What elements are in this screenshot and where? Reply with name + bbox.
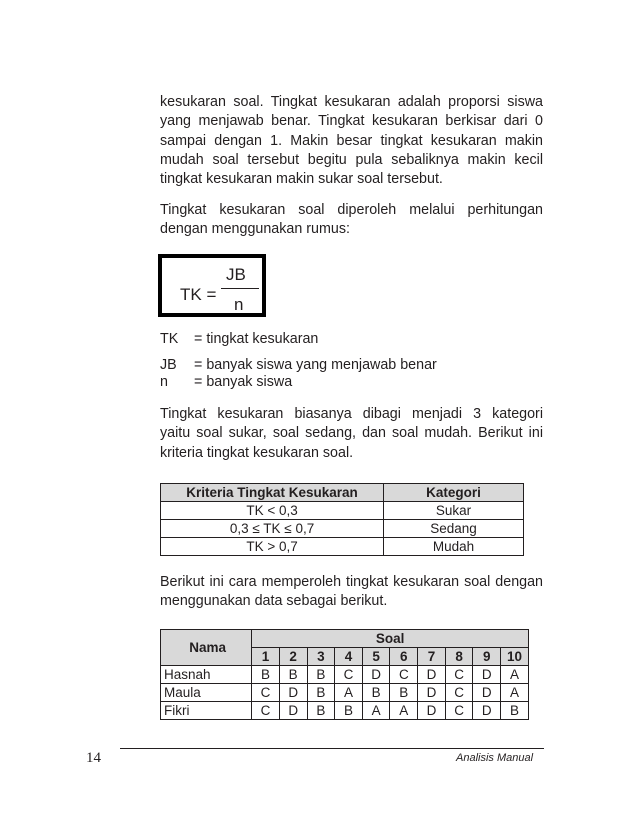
paragraph-data-intro <box>160 573 543 612</box>
table-row <box>161 502 524 520</box>
answer-cell: B <box>390 684 418 702</box>
answer-cell: D <box>473 702 501 720</box>
formula-denominator: n <box>234 295 244 314</box>
table-header-row <box>161 630 529 648</box>
formula-numerator: JB <box>226 265 246 284</box>
text-line: Tingkat kesukaran biasanya dibagi menjadi 3 kategori <box>160 406 543 422</box>
text-line: dengan menggunakan rumus: <box>160 221 350 238</box>
header-question-number: 2 <box>279 648 307 666</box>
answer-cell: C <box>390 666 418 684</box>
answer-cell: D <box>279 684 307 702</box>
header-soal: Soal <box>252 630 529 648</box>
answer-cell: B <box>307 702 335 720</box>
criteria-cell: TK > 0,7 <box>161 538 384 556</box>
answer-cell: A <box>501 666 529 684</box>
definition-key: TK <box>160 331 179 347</box>
text-line: Tingkat kesukaran soal diperoleh melalui perhitungan <box>160 202 543 218</box>
student-name-cell: Maula <box>161 684 252 702</box>
criteria-cell: 0,3 ≤ TK ≤ 0,7 <box>161 520 384 538</box>
footer-title: Analisis Manual <box>456 752 534 764</box>
definition-key: JB <box>160 357 177 373</box>
definition-tk <box>160 330 318 349</box>
answer-cell: D <box>279 702 307 720</box>
text-line: mudah soal tersebut begitu pula sebaliknya makin kecil <box>160 151 543 168</box>
header-question-number: 4 <box>335 648 363 666</box>
answer-cell: B <box>307 666 335 684</box>
definition-key: n <box>160 374 168 390</box>
text-line: tingkat kesukaran makin sukar soal tersebut. <box>160 171 443 188</box>
answer-cell: D <box>418 702 446 720</box>
text-line: yaitu soal sukar, soal sedang, dan soal mudah. Berikut ini <box>160 425 543 442</box>
definition-text: = banyak siswa <box>194 374 293 390</box>
definition-text: = banyak siswa yang menjawab benar <box>194 357 437 373</box>
answer-cell: A <box>501 684 529 702</box>
text-line: sampai dengan 1. Makin besar tingkat kesukaran makin <box>160 132 543 149</box>
table-row <box>161 538 524 556</box>
fraction-bar <box>221 288 259 289</box>
answer-cell: B <box>501 702 529 720</box>
answer-cell: D <box>473 666 501 684</box>
answer-cell: B <box>279 666 307 684</box>
table-row <box>161 684 529 702</box>
answers-table <box>160 629 529 720</box>
header-question-number: 5 <box>362 648 390 666</box>
formula-lhs: TK = <box>180 285 217 304</box>
header-category: Kategori <box>384 484 524 502</box>
paragraph-categories <box>160 405 543 463</box>
text-line: menggunakan data sebagai berikut. <box>160 593 388 610</box>
category-cell: Sedang <box>384 520 524 538</box>
student-name-cell: Fikri <box>161 702 252 720</box>
answer-cell: C <box>445 666 473 684</box>
header-question-number: 10 <box>501 648 529 666</box>
table-row <box>161 702 529 720</box>
header-question-number: 6 <box>390 648 418 666</box>
answer-cell: D <box>418 684 446 702</box>
answer-cell: D <box>362 666 390 684</box>
answer-cell: A <box>335 684 363 702</box>
table-row <box>161 666 529 684</box>
definition-text: = tingkat kesukaran <box>194 331 319 347</box>
text-line: yang menjawab benar. Tingkat kesukaran berkisar dari 0 <box>160 113 543 130</box>
header-criteria: Kriteria Tingkat Kesukaran <box>161 484 384 502</box>
answer-cell: A <box>390 702 418 720</box>
table-row <box>161 520 524 538</box>
answer-cell: B <box>252 666 280 684</box>
answer-cell: B <box>362 684 390 702</box>
answer-cell: D <box>418 666 446 684</box>
criteria-cell: TK < 0,3 <box>161 502 384 520</box>
header-question-number: 3 <box>307 648 335 666</box>
text-line: kriteria tingkat kesukaran soal. <box>160 444 354 461</box>
answer-cell: A <box>362 702 390 720</box>
header-name: Nama <box>161 630 252 666</box>
student-name-cell: Hasnah <box>161 666 252 684</box>
paragraph-formula-intro <box>160 201 543 240</box>
answer-cell: C <box>252 702 280 720</box>
table-header-row <box>161 484 524 502</box>
category-cell: Mudah <box>384 538 524 556</box>
criteria-table <box>160 483 524 556</box>
answer-cell: C <box>445 702 473 720</box>
answer-cell: C <box>252 684 280 702</box>
definition-n <box>160 373 292 392</box>
text-line: Berikut ini cara memperoleh tingkat kesukaran soal dengan <box>160 574 543 590</box>
header-question-number: 1 <box>252 648 280 666</box>
header-question-number: 8 <box>445 648 473 666</box>
formula-box <box>158 254 266 317</box>
category-cell: Sukar <box>384 502 524 520</box>
answer-cell: B <box>307 684 335 702</box>
answer-cell: B <box>335 702 363 720</box>
answer-cell: C <box>445 684 473 702</box>
paragraph-definition <box>160 93 543 189</box>
header-question-number: 7 <box>418 648 446 666</box>
answer-cell: C <box>335 666 363 684</box>
header-question-number: 9 <box>473 648 501 666</box>
footer-divider <box>120 748 544 749</box>
page-number: 14 <box>86 750 101 766</box>
text-line: kesukaran soal. Tingkat kesukaran adalah proporsi siswa <box>160 94 543 110</box>
answer-cell: D <box>473 684 501 702</box>
answers-body <box>161 666 529 720</box>
